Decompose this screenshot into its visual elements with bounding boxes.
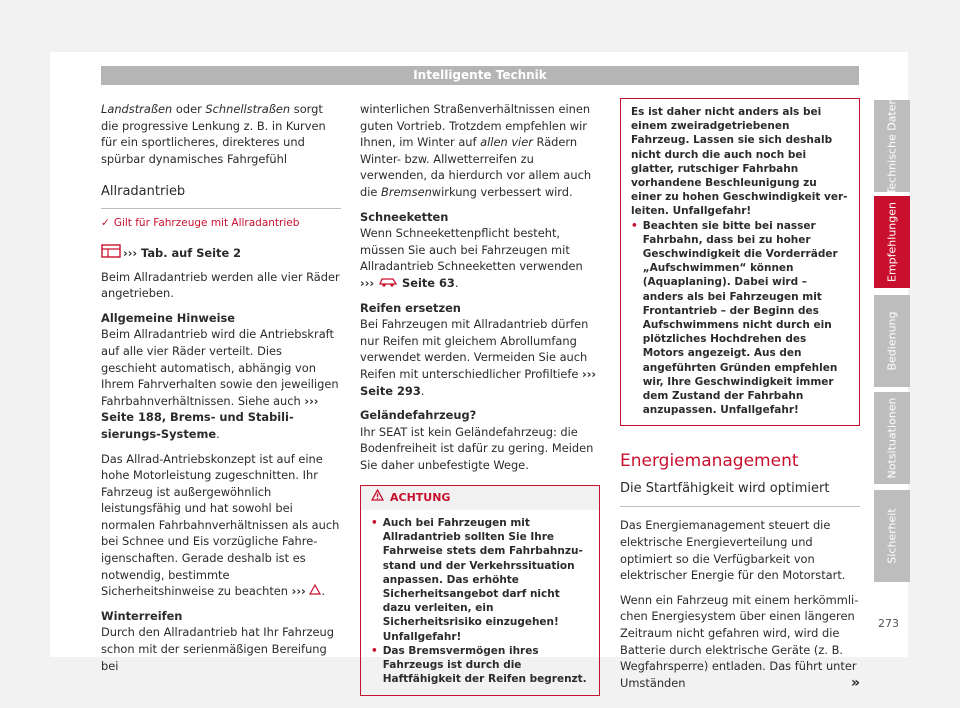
paragraph: Bei Fahrzeugen mit Allradantrieb dürfen nur Reifen mit gleichem Abrollumfang verwendet werden. Vermeiden Sie auch Reifen mit unterschiedlicher Profiltiefe ››› Seite 293.: [360, 317, 597, 398]
page-number: 273: [878, 617, 899, 630]
tab-sicherheit[interactable]: Sicherheit: [874, 490, 910, 582]
warning-box-continued: [620, 98, 860, 426]
paragraph: Das Allrad-Antriebskonzept ist auf eine hohe Motorleistung zugeschnitten. Ihr Fahrzeug ist außergewöhnlich leistungsfähig und hat sowohl bei normalen Fahrbahnverhältnissen als auch bei Schnee und Eis vorzügliche Fahreigenschaften. Gerade deshalb ist es notwendig, bestimmte Sicherheitshinweise zu beachten ››› .: [101, 451, 340, 599]
chapter-header: Intelligente Technik: [101, 66, 859, 85]
bullet-icon: •: [631, 219, 638, 232]
warning-body: [621, 99, 859, 425]
warning-link[interactable]: ›››: [291, 584, 306, 599]
tab-technische-daten[interactable]: Technische Daten: [874, 100, 910, 192]
section-title-energiemanagement: Energiemanagement: [620, 451, 799, 472]
warning-header: ACHTUNG: [361, 486, 599, 510]
table-icon: [101, 244, 121, 263]
section-title-allradantrieb: Allradantrieb: [101, 183, 341, 209]
paragraph: Beim Allradantrieb werden alle vier Räder angetrieben.: [101, 269, 340, 301]
table-reference[interactable]: ››› Tab. auf Seite 2: [101, 244, 341, 263]
paragraph: Durch den Allradantrieb hat Ihr Fahrzeug schon mit der serienmäßigen Bereifung bei: [101, 625, 334, 673]
check-icon: ✓: [101, 217, 110, 230]
paragraph: Wenn ein Fahrzeug mit einem herkömmlichen Energiesystem über einen längeren Zeitraum nicht gefahren wird, wird die Batterie durch elektrische Geräte (z. B. Wegfahrsperre) entladen. Das führt unter Umständen »: [620, 592, 860, 691]
warning-body: [361, 510, 599, 694]
page-link-188[interactable]: ››› Seite 188, Brems- und Stabilisierungs-Systeme: [101, 393, 319, 441]
paragraph: winterlichen Straßenverhältnissen einen guten Vortrieb. Trotzdem empfehlen wir Ihnen, im Winter auf allen vier Rädern Winter- bzw. Allwetterreifen zu verwenden, da hierdurch vor allem auch die Bremsenwirkung verbessert wird.: [360, 102, 592, 199]
subsection-title: Die Startfähigkeit wird optimiert: [620, 480, 860, 507]
column-2: [360, 101, 600, 696]
tab-bedienung[interactable]: Bedienung: [874, 295, 910, 387]
bullet-icon: •: [371, 517, 378, 530]
paragraph: Das Energiemanagement steuert die elektrische Energieverteilung und optimiert so die Verfügbarkeit von elektrischer Energie für den Motorstart.: [620, 518, 846, 583]
intro-paragraph: Landstraßen oder Schnellstraßen sorgt die progressive Lenkung z. B. in Kurven für ein sportlicheres, direkteres und spürbar dynamisches Fahrgefühl: [101, 102, 326, 166]
paragraph: Wenn Schneekettenpflicht besteht, müssen Sie auch bei Fahrzeugen mit Allradantrieb Schneeketten verwenden ››› Seite 63.: [360, 226, 583, 290]
page-link-293[interactable]: ››› Seite 293: [360, 366, 597, 398]
bullet-icon: •: [371, 644, 378, 657]
column-1: [101, 101, 341, 682]
warning-item: • Auch bei Fahrzeugen mit Allradantrieb sollten Sie Ihre Fahrweise stets dem Fahrbahnzustand und der Verkehrssituation anpassen. Das erhöhte Sicherheitsangebot darf nicht dazu verleiten, ein Sicherheitsrisiko einzugehen! Unfallgefahr!: [371, 517, 583, 643]
warning-triangle-icon: [371, 489, 384, 507]
tab-empfehlungen[interactable]: Empfehlungen: [874, 196, 910, 288]
subheading-general: Allgemeine Hinweise: [101, 310, 236, 325]
warning-continuation: Es ist daher nicht anders als bei einem zweiradgetriebenen Fahrzeug. Lassen sie sich deshalb nicht durch die auch noch bei glatter, rutschiger Fahrbahn vorhandene Beschleunigung zu einer zu hohen Geschwindigkeit verleiten. Unfallgefahr!: [631, 106, 848, 218]
page-link-63[interactable]: ››› Seite 63: [360, 275, 455, 290]
subheading-chains: Schneeketten: [360, 209, 449, 224]
applicability-note: ✓ Gilt für Fahrzeuge mit Allradantrieb: [101, 217, 300, 230]
tab-notsituationen[interactable]: Notsituationen: [874, 392, 910, 484]
warning-triangle-icon: [309, 584, 321, 598]
paragraph: Beim Allradantrieb wird die Antriebskraft auf alle vier Räder verteilt. Dies geschieht automatisch, abhängig von Ihrem Fahrverhalten sowie den jeweiligen Fahrbahnverhältnissen. Siehe auch ››› Seite 188, Brems- und Stabilisierungs-Systeme.: [101, 327, 339, 441]
column-3: [620, 101, 860, 699]
continue-arrow-icon: »: [850, 674, 860, 691]
paragraph: Ihr SEAT ist kein Geländefahrzeug: die Bodenfreiheit ist dafür zu gering. Meiden Sie daher unbefestigte Wege.: [360, 424, 594, 472]
warning-item: • Beachten sie bitte bei nasser Fahrbahn, dass bei zu hoher Geschwindigkeit die Vorderräder „Aufschwimmen“ können (Aquaplaning). Dabei wird – anders als bei Fahrzeugen mit Frontantrieb – der Beginn des Aufschwimmens nicht durch ein plötzliches Hochdrehen des Motors angezeigt. Aus den angeführten Gründen empfehlen wir, Ihre Geschwindigkeit immer dem Zustand der Fahrbahn anzupassen. Unfallgefahr!: [631, 219, 838, 417]
subheading-offroad: Geländefahrzeug?: [360, 408, 477, 423]
subheading-tires: Reifen ersetzen: [360, 300, 461, 315]
car-icon: [378, 276, 398, 290]
warning-box: [360, 485, 600, 695]
subheading-winter: Winterreifen: [101, 608, 183, 623]
warning-item: • Das Bremsvermögen ihres Fahrzeugs ist durch die Haftfähigkeit der Reifen begrenzt.: [371, 644, 587, 686]
